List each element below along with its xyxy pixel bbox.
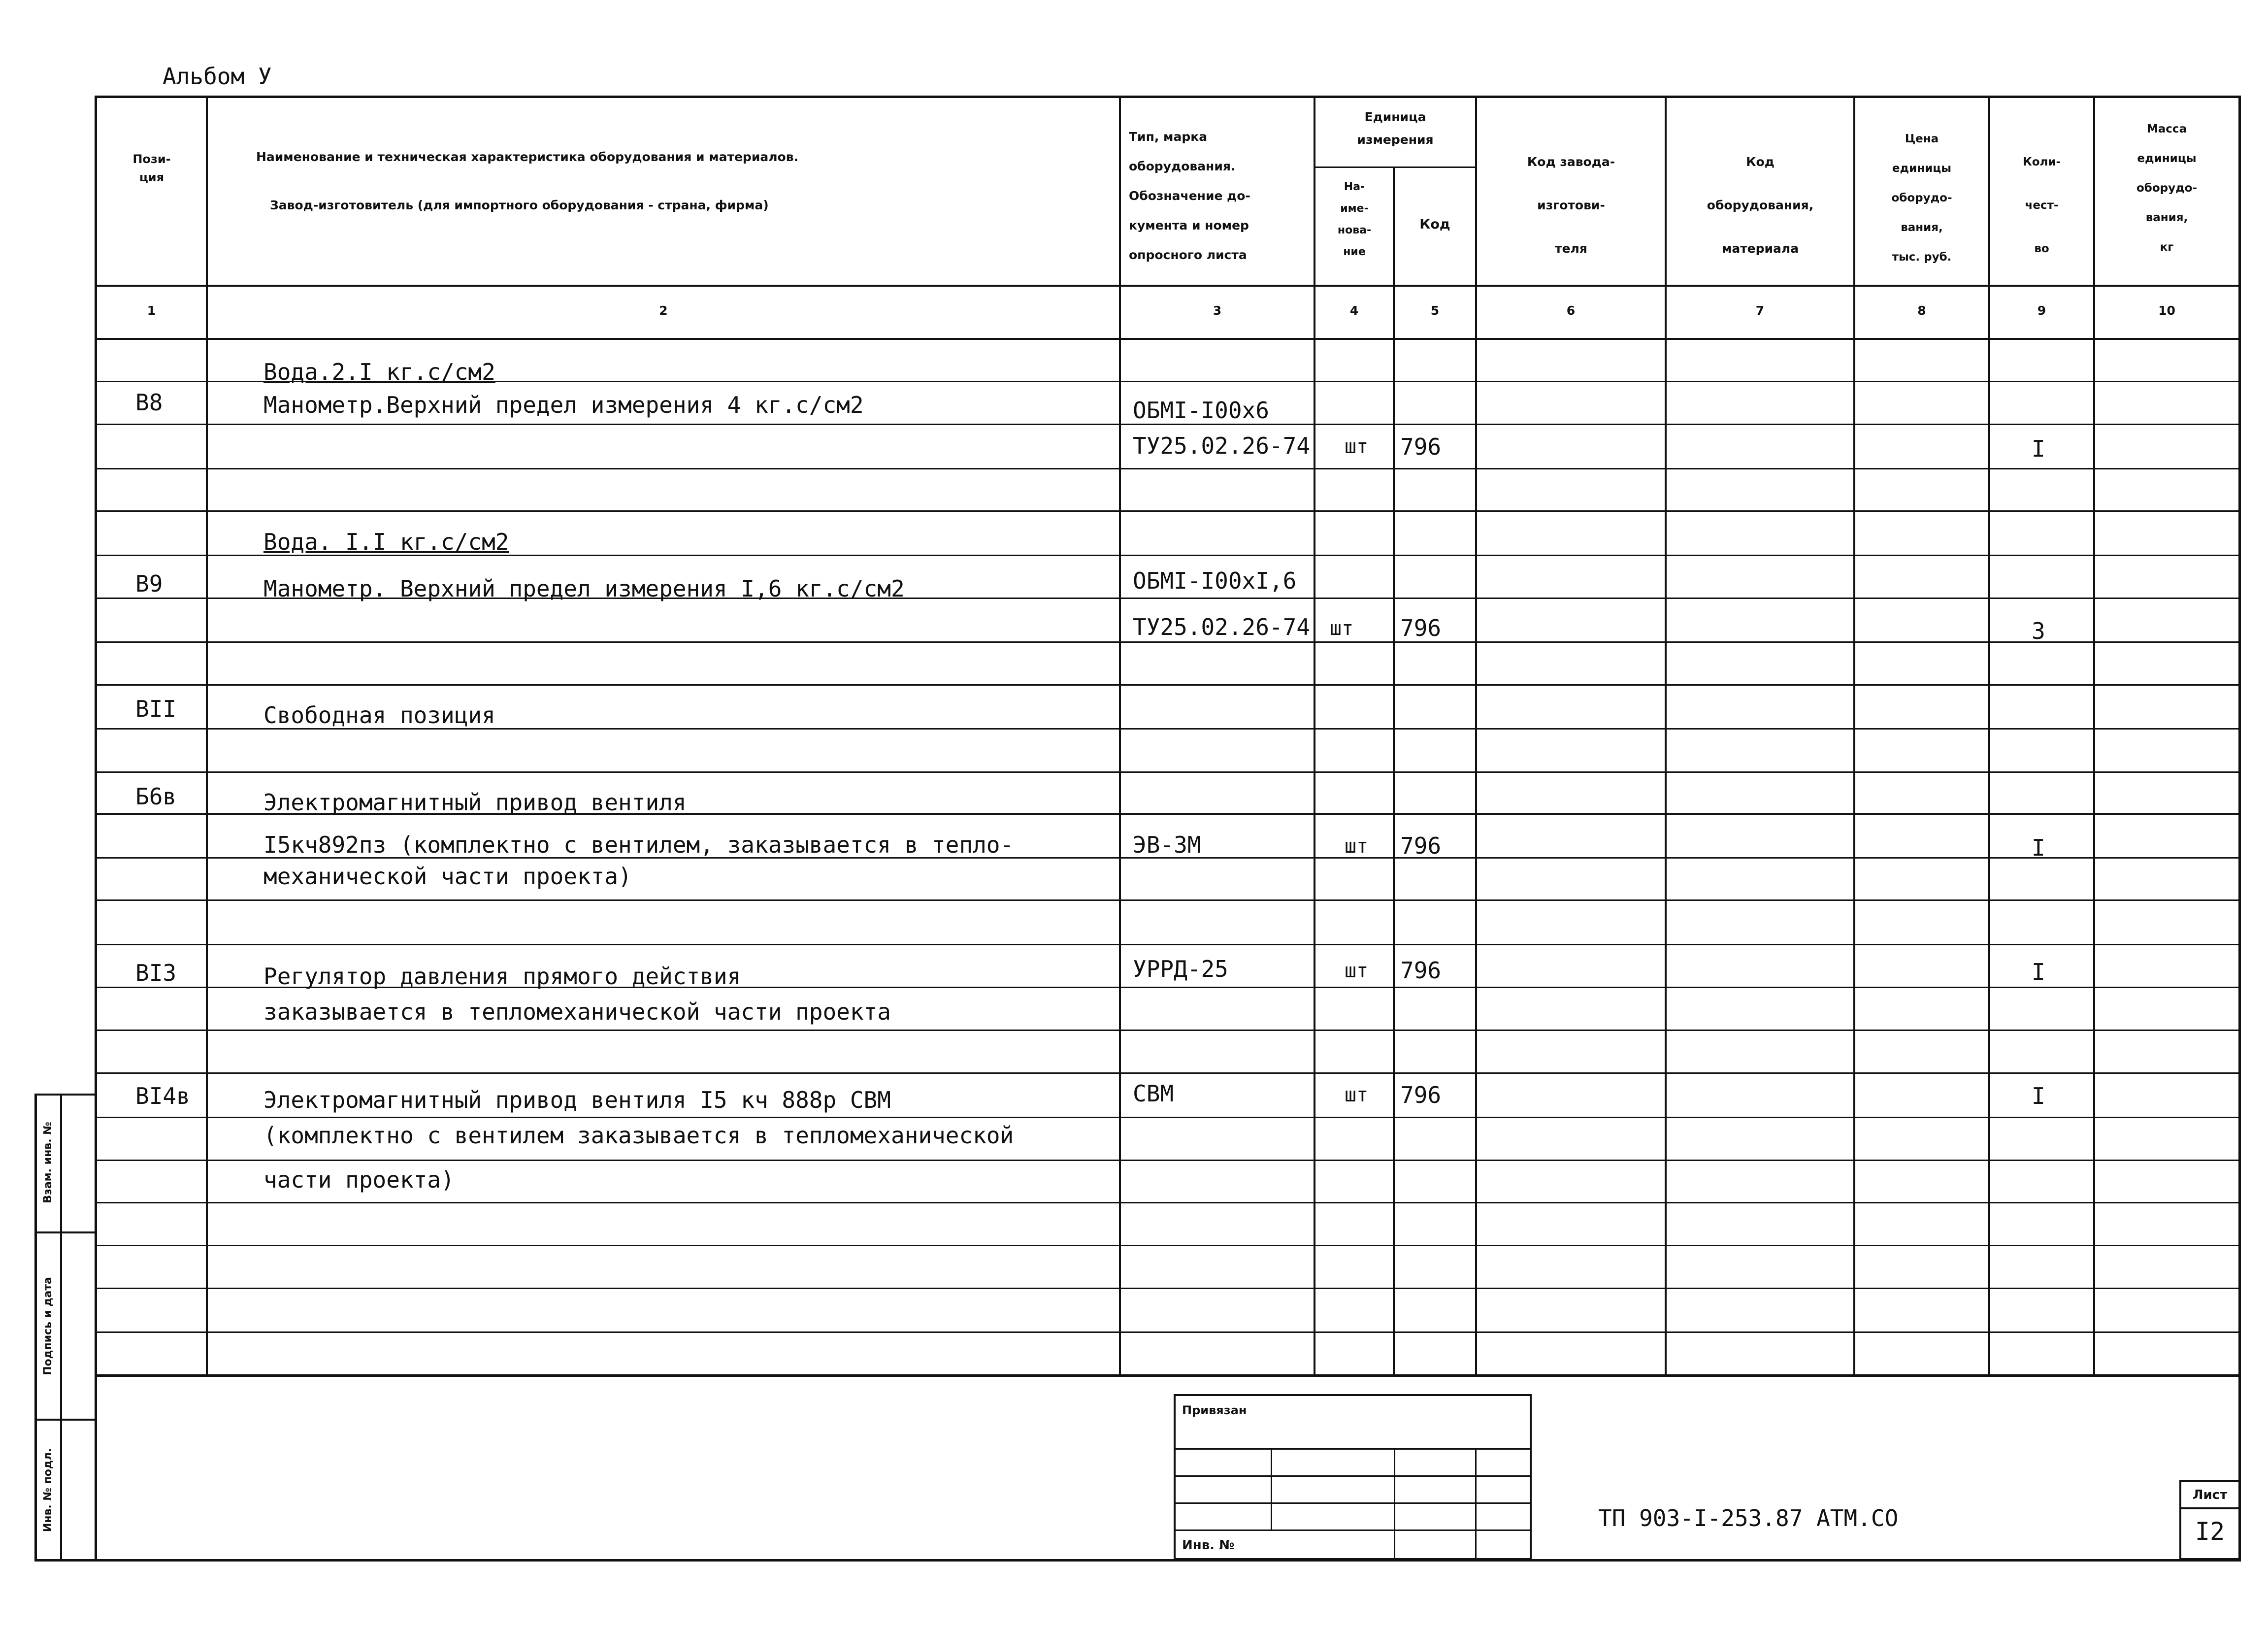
- row-3-unit: шт: [1345, 435, 1369, 458]
- side-label-inv: Инв. № подл.: [42, 1448, 54, 1532]
- header-equipment-code: Код оборудования, материала: [1707, 155, 1814, 256]
- row-6-unit: шт: [1330, 617, 1354, 640]
- row-13-name: Электромагнитный привод вентиля I5 кч 888р СВМ: [263, 1087, 891, 1113]
- row-4-name: Вода. I.I кг.с/см2: [263, 529, 509, 555]
- colnum-7: 7: [1755, 303, 1765, 318]
- colnum-6: 6: [1566, 303, 1576, 318]
- colnum-10: 10: [2158, 303, 2175, 318]
- row-2-name: Манометр.Верхний предел измерения 4 кг.с/см2: [263, 392, 864, 418]
- header-position: Пози- ция: [132, 152, 171, 185]
- row-12-name: заказывается в тепломеханической части проекта: [263, 998, 891, 1025]
- colnum-3: 3: [1213, 303, 1222, 318]
- colnum-8: 8: [1917, 303, 1926, 318]
- row-6-type: ТУ25.02.26-74: [1133, 614, 1311, 640]
- header-name-line1: Наименование и техническая характеристика оборудования и материалов.: [256, 150, 799, 164]
- row-3-qty: I: [2032, 435, 2045, 462]
- row-11-name: Регулятор давления прямого действия: [263, 963, 741, 990]
- row-2-type: ОБМI-I00х6: [1133, 397, 1269, 424]
- row-2-pos: В8: [135, 389, 163, 416]
- list-label: Лист: [2192, 1488, 2228, 1502]
- side-label-podpis: Подпись и дата: [42, 1277, 54, 1375]
- header-name-line2: Завод-изготовитель (для импортного оборудования - страна, фирма): [270, 198, 769, 212]
- row-13-type: СВМ: [1133, 1080, 1174, 1107]
- row-11-code: 796: [1400, 957, 1442, 984]
- row-9-name: I5кч892пз (комплектно с вентилем, заказывается в тепло-: [263, 831, 1014, 858]
- colnum-2: 2: [659, 303, 668, 318]
- row-3-type: ТУ25.02.26-74: [1133, 432, 1311, 459]
- row-6-qty: 3: [2032, 618, 2045, 644]
- row-1-name: Вода.2.I кг.с/см2: [263, 359, 495, 385]
- document-code: ТП 903-I-253.87 АТМ.СО: [1598, 1505, 1899, 1531]
- header-price: Цена единицы оборудо- вания, тыс. руб.: [1891, 133, 1952, 264]
- header-unit-group: Единица измерения: [1357, 110, 1434, 147]
- colnum-5: 5: [1430, 303, 1440, 318]
- row-7-pos: ВII: [135, 696, 177, 722]
- row-11-type: УРРД-25: [1133, 956, 1228, 982]
- row-11-unit: шт: [1345, 960, 1369, 982]
- header-unit-code: Код: [1419, 217, 1450, 232]
- side-label-vzam: Взам. инв. №: [42, 1122, 54, 1203]
- row-15-name: части проекта): [263, 1166, 455, 1193]
- row-9-unit: шт: [1345, 835, 1369, 858]
- row-8-name: Электромагнитный привод вентиля: [263, 789, 687, 816]
- header-factory-code: Код завода- изготови- теля: [1527, 155, 1615, 256]
- row-3-code: 796: [1400, 433, 1442, 460]
- row-5-pos: В9: [135, 570, 163, 597]
- row-9-type: ЭВ-3М: [1133, 831, 1201, 858]
- row-7-name: Свободная позиция: [263, 702, 495, 729]
- row-11-qty: I: [2032, 959, 2045, 985]
- colnum-4: 4: [1349, 303, 1359, 318]
- header-type: Тип, марка оборудования. Обозначение до- кумента и номер опросного листа: [1129, 130, 1250, 262]
- header-unit-name: На- име- нова- ние: [1337, 181, 1372, 258]
- row-6-code: 796: [1400, 615, 1442, 641]
- row-14-name: (комплектно с вентилем заказывается в тепломеханической: [263, 1122, 1014, 1149]
- row-9-qty: I: [2032, 834, 2045, 861]
- row-11-pos: ВI3: [135, 960, 177, 986]
- colnum-9: 9: [2037, 303, 2046, 318]
- row-13-qty: I: [2032, 1083, 2045, 1109]
- header-mass: Масса единицы оборудо- вания, кг: [2136, 123, 2198, 254]
- album-label: Альбом У: [163, 63, 272, 90]
- list-number: I2: [2195, 1517, 2225, 1546]
- row-13-pos: ВI4в: [135, 1083, 190, 1109]
- row-5-type: ОБМI-I00хI,6: [1133, 567, 1297, 594]
- row-10-name: механической части проекта): [263, 863, 632, 890]
- header-quantity: Коли- чест- во: [2022, 156, 2061, 255]
- stamp-inv-no: Инв. №: [1182, 1538, 1235, 1553]
- colnum-1: 1: [147, 303, 156, 318]
- stamp-privyazan: Привязан: [1182, 1403, 1247, 1417]
- row-5-name: Манометр. Верхний предел измерения I,6 кг.с/см2: [263, 575, 905, 602]
- row-9-code: 796: [1400, 832, 1442, 859]
- row-8-pos: Б6в: [135, 783, 177, 810]
- row-13-unit: шт: [1345, 1084, 1369, 1106]
- row-13-code: 796: [1400, 1082, 1442, 1108]
